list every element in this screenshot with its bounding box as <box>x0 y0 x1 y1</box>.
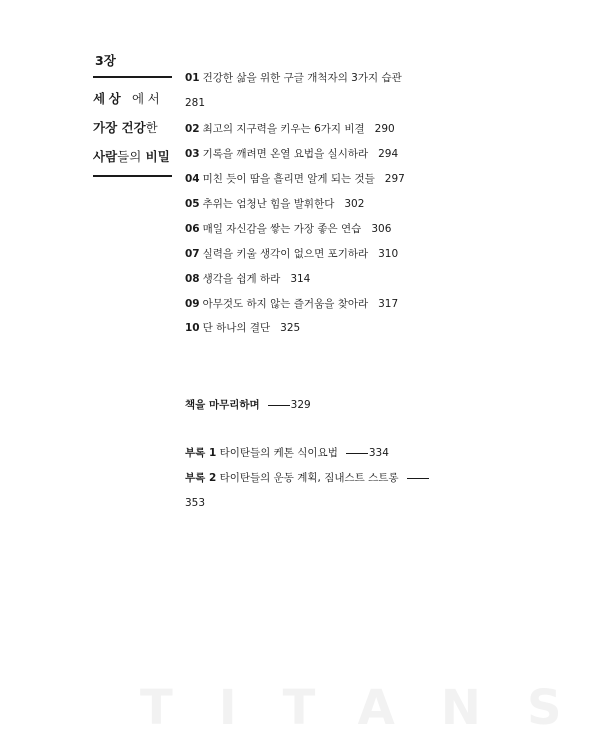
appendix-label: 부록 1 <box>185 447 217 459</box>
appendix-page: 334 <box>368 447 389 459</box>
toc-entry-07[interactable]: 07 실력을 키울 생각이 없으면 포기하라 310 <box>185 248 399 260</box>
chapter-rule-bottom <box>93 175 172 177</box>
appendix-entry-2[interactable] <box>185 471 430 485</box>
toc-page-01: 281 <box>185 97 206 109</box>
chapter-title-line-2: 가장 건강한 <box>93 120 158 135</box>
toc-entry-09[interactable]: 09 아무것도 하지 않는 즐거움을 찾아라 317 <box>185 298 399 310</box>
chapter-label: 3장 <box>95 53 116 68</box>
toc-entry-08[interactable]: 08 생각을 쉽게 하라 314 <box>185 273 311 285</box>
appendix-entry-1[interactable] <box>185 446 389 460</box>
leader-line <box>268 405 290 406</box>
chapter-rule-top <box>93 76 172 78</box>
toc-title: 건강한 삶을 위한 구글 개척자의 3가지 습관 <box>202 72 402 84</box>
chapter-title-line-1: 세상 에서 <box>93 91 164 106</box>
toc-number: 01 <box>185 72 200 84</box>
chapter-title-line-3: 사람들의 비밀 <box>93 149 170 164</box>
leader-line <box>407 478 429 479</box>
titans-watermark: TITANS <box>140 680 608 736</box>
appendix-label: 부록 2 <box>185 472 217 484</box>
toc-entry-03[interactable]: 03 기록을 깨려면 온열 요법을 실시하라 294 <box>185 148 399 160</box>
toc-entry-06[interactable]: 06 매일 자신감을 쌓는 가장 좋은 연습 306 <box>185 223 392 235</box>
toc-entry-05[interactable]: 05 추위는 엄청난 힘을 발휘한다 302 <box>185 198 365 210</box>
leader-line <box>346 453 368 454</box>
appendix-title: 타이탄들의 운동 계획, 짐내스트 스트롱 <box>219 472 399 484</box>
toc-entry-02[interactable]: 02 최고의 지구력을 키우는 6가지 비결 290 <box>185 123 395 135</box>
appendix-page-2: 353 <box>185 497 206 509</box>
closing-title: 책을 마무리하며 <box>185 399 260 411</box>
closing-page: 329 <box>290 399 311 411</box>
closing-entry[interactable] <box>185 398 311 412</box>
toc-entry-10[interactable]: 10 단 하나의 결단 325 <box>185 322 301 334</box>
appendix-title: 타이탄들의 케톤 식이요법 <box>219 447 338 459</box>
toc-entry-01[interactable] <box>185 71 402 85</box>
toc-entry-04[interactable]: 04 미친 듯이 땀을 흘리면 알게 되는 것들 297 <box>185 173 405 185</box>
